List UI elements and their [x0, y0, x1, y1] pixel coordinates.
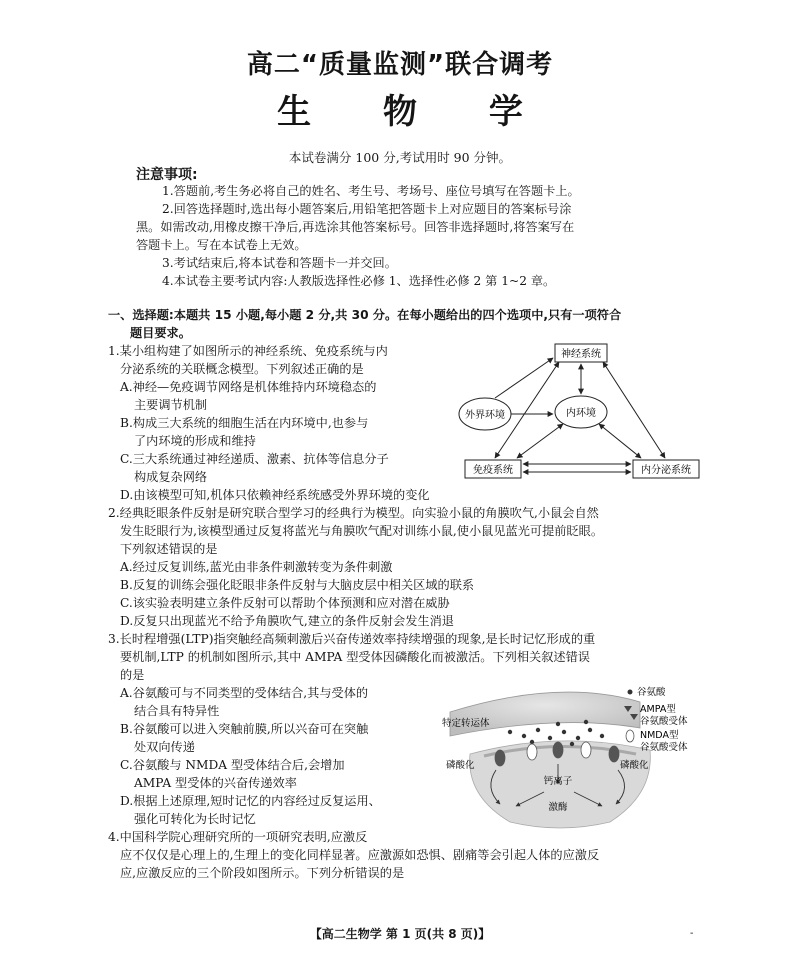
endocrine-label: 内分泌系统: [641, 465, 691, 476]
q4-stem: 应,应激反应的三个阶段如图所示。下列分析错误的是: [120, 866, 405, 880]
legend-ampa-2: 谷氨酸受体: [640, 716, 688, 727]
systems-diagram: [455, 340, 705, 480]
q3-option-a: 结合具有特异性: [134, 704, 220, 718]
q2-option-d: D.反复只出现蓝光不给予角膜吹气,建立的条件反射会发生消退: [120, 614, 454, 628]
calcium-label: 钙离子: [543, 776, 573, 787]
page-footer: 【高二生物学 第 1 页(共 8 页)】: [309, 927, 491, 941]
presynaptic-membrane: [450, 692, 640, 736]
q2-stem: 下列叙述错误的是: [120, 542, 218, 556]
section-line: 题目要求。: [130, 326, 191, 340]
immune-label: 免疫系统: [473, 465, 513, 476]
q3-option-c: AMPA 型受体的兴奋传递效率: [134, 776, 297, 790]
q1-option-d: [108, 486, 698, 504]
question-2: [108, 504, 698, 630]
notes-list: [136, 182, 686, 290]
q2-stem: 发生眨眼行为,该模型通过反复将蓝光与角膜吹气配对训练小鼠,使小鼠见蓝光可提前眨眼。: [120, 524, 604, 538]
q4-stem: 4.中国科学院心理研究所的一项研究表明,应激反: [108, 830, 368, 844]
legend-glutamate: 谷氨酸: [637, 687, 666, 698]
section-line: 一、选择题:本题共 15 小题,每小题 2 分,共 30 分。在每小题给出的四个选项中,只有一项符合: [108, 308, 622, 322]
q1-stem: 分泌系统的关联概念模型。下列叙述正确的是: [120, 362, 364, 376]
q1-option-a: 主要调节机制: [134, 398, 208, 412]
question-1: [108, 342, 448, 486]
q2-option-b: B.反复的训练会强化眨眼非条件反射与大脑皮层中相关区域的联系: [120, 578, 475, 592]
note-item: 2.回答选择题时,选出每小题答案后,用铅笔把答题卡上对应题目的答案标号涂: [162, 202, 572, 216]
note-item: 4.本试卷主要考试内容:人教版选择性必修 1、选择性必修 2 第 1~2 章。: [162, 274, 556, 288]
q1-option-a: A.神经—免疫调节网络是机体维持内环境稳态的: [120, 380, 377, 394]
q3-option-a: A.谷氨酸可与不同类型的受体结合,其与受体的: [120, 686, 369, 700]
nervous-label: 神经系统: [561, 349, 601, 360]
q3-option-b: B.谷氨酸可以进入突触前膜,所以兴奋可在突触: [120, 722, 369, 736]
q1-stem: 1.某小组构建了如图所示的神经系统、免疫系统与内: [108, 344, 388, 358]
q2-option-c: C.该实验表明建立条件反射可以帮助个体预测和应对潜在威胁: [120, 596, 450, 610]
q1-option-d-text: D.由该模型可知,机体只依赖神经系统感受外界环境的变化: [120, 488, 430, 502]
note-item: 3.考试结束后,将本试卷和答题卡一并交回。: [162, 256, 397, 270]
q3-option-c: C.谷氨酸与 NMDA 型受体结合后,会增加: [120, 758, 345, 772]
q1-option-c: C.三大系统通过神经递质、激素、抗体等信息分子: [120, 452, 389, 466]
q3-stem: 要机制,LTP 的机制如图所示,其中 AMPA 型受体因磷酸化而被激活。下列相关叙述错误: [120, 650, 590, 664]
q3-stem: 3.长时程增强(LTP)指突触经高频刺激后兴奋传递效率持续增强的现象,是长时记忆形成的重: [108, 632, 596, 646]
note-item: 1.答题前,考生务必将自己的姓名、考生号、考场号、座位号填写在答题卡上。: [162, 184, 580, 198]
section-heading: [108, 306, 698, 342]
exam-title: 高二“质量监测”联合调考: [246, 50, 554, 80]
q1-option-b: B.构成三大系统的细胞生活在内环境中,也参与: [120, 416, 369, 430]
phosphorylation-left-label: 磷酸化: [446, 760, 475, 771]
question-4: [108, 828, 698, 882]
q1-option-b: 了内环境的形成和维持: [134, 434, 256, 448]
q2-option-a: A.经过反复训练,蓝光由非条件刺激转变为条件刺激: [120, 560, 393, 574]
legend-nmda-2: 谷氨酸受体: [640, 742, 688, 753]
phosphorylation-right-label: 磷酸化: [620, 760, 649, 771]
transporter-label: 特定转运体: [442, 718, 490, 729]
exam-intro: 本试卷满分 100 分,考试用时 90 分钟。: [288, 150, 512, 165]
notes-title: 注意事项:: [136, 167, 198, 183]
synapse-diagram: [440, 684, 700, 834]
legend-ampa-1: AMPA型: [640, 704, 676, 715]
page-mark: -: [690, 928, 694, 939]
note-item: 答题卡上。写在本试卷上无效。: [136, 238, 307, 252]
q3-option-b: 处双向传递: [134, 740, 195, 754]
subject-title: 生 物 学: [277, 92, 553, 132]
legend-nmda-1: NMDA型: [640, 730, 679, 741]
q4-stem: 应不仅仅是心理上的,生理上的变化同样显著。应激源如恐惧、剧痛等会引起人体的应激反: [120, 848, 600, 862]
q3-options: [108, 684, 438, 828]
q2-stem: 2.经典眨眼条件反射是研究联合型学习的经典行为模型。向实验小鼠的角膜吹气,小鼠会自然: [108, 506, 599, 520]
q1-option-c: 构成复杂网络: [134, 470, 208, 484]
q3-option-d: D.根据上述原理,短时记忆的内容经过反复运用、: [120, 794, 381, 808]
question-3: [108, 630, 698, 684]
q3-option-d: 强化可转化为长时记忆: [134, 812, 256, 826]
kinase-label: 激酶: [548, 802, 568, 813]
internal-label: 内环境: [566, 408, 596, 419]
external-label: 外界环境: [465, 410, 505, 421]
note-item: 黑。如需改动,用橡皮擦干净后,再选涂其他答案标号。回答非选择题时,将答案写在: [136, 220, 575, 234]
q3-stem: 的是: [120, 668, 145, 682]
